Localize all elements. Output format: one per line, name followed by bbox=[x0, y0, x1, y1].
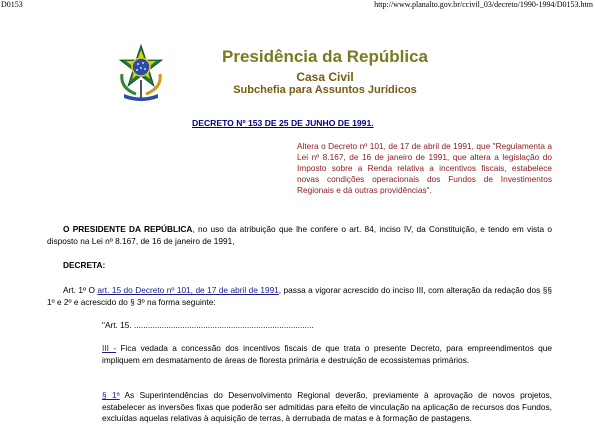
decree-title[interactable]: DECRETO Nº 153 DE 25 DE JUNHO DE 1991. bbox=[192, 118, 374, 128]
paragraph-1-text: As Superintendências do Desenvolvimento Regional deverão, previamente à aprovação de novos projetos, estabelecer as inversões fixas que poderão ser admitidas para efeito de vinculação na aplicação de recursos dos Fundos, excluídas aquelas relativas à aquisição de terras, à derrubada de matas e à formação de pastagens. bbox=[102, 390, 552, 424]
preamble-president: O PRESIDENTE DA REPÚBLICA bbox=[63, 224, 193, 234]
inciso-3-link[interactable]: III - bbox=[102, 343, 117, 353]
document-id: D0153 bbox=[1, 0, 23, 9]
paragraph-1-link[interactable]: § 1º bbox=[102, 390, 120, 400]
article-1-text: , passa a vigorar acrescido do inciso III, com alteração da redação dos §§ 1º e 2º e acrescido do § 3º na forma seguinte: bbox=[47, 285, 552, 307]
article-15-line: "Art. 15. .............................................................................. bbox=[102, 320, 314, 330]
preamble bbox=[47, 224, 552, 247]
decree-summary: Altera o Decreto nº 101, de 17 de abril de 1991, que "Regulamenta a Lei nº 8.167, de 16 de janeiro de 1991, que altera a legislação do Imposto sobre a Renda relativa a incentivos fiscais, estabelece novas condições operacionais dos Fundos de Investimentos Regionais e dá outras providências". bbox=[297, 141, 552, 196]
org-name: Casa Civil bbox=[296, 70, 354, 84]
article-1 bbox=[47, 285, 552, 308]
sub-org-name: Subchefia para Assuntos Jurídicos bbox=[233, 84, 417, 96]
preamble-text: , no uso da atribuição que lhe confere o art. 84, inciso IV, da Constituição, e tendo em vista o disposto na Lei nº 8.167, de 16 de janeiro de 1991, bbox=[47, 224, 553, 246]
decree-101-link[interactable]: art. 15 do Decreto nº 101, de 17 de abril de 1991 bbox=[97, 285, 279, 295]
paragraph-1 bbox=[102, 390, 552, 425]
inciso-3 bbox=[102, 343, 552, 366]
inciso-3-text: Fica vedada a concessão dos incentivos fiscais de que trata o presente Decreto, para empreendimentos que impliquem em desmatamento de áreas de floresta primária e destruição de ecossistemas primários. bbox=[102, 343, 552, 365]
page-url[interactable]: http://www.planalto.gov.br/ccivil_03/decreto/1990-1994/D0153.htm bbox=[374, 0, 593, 9]
page-title: Presidência da República bbox=[222, 47, 428, 66]
article-1-prefix: Art. 1º O bbox=[63, 285, 98, 295]
decreta-heading: DECRETA: bbox=[63, 260, 106, 270]
coat-of-arms-icon bbox=[116, 44, 166, 102]
